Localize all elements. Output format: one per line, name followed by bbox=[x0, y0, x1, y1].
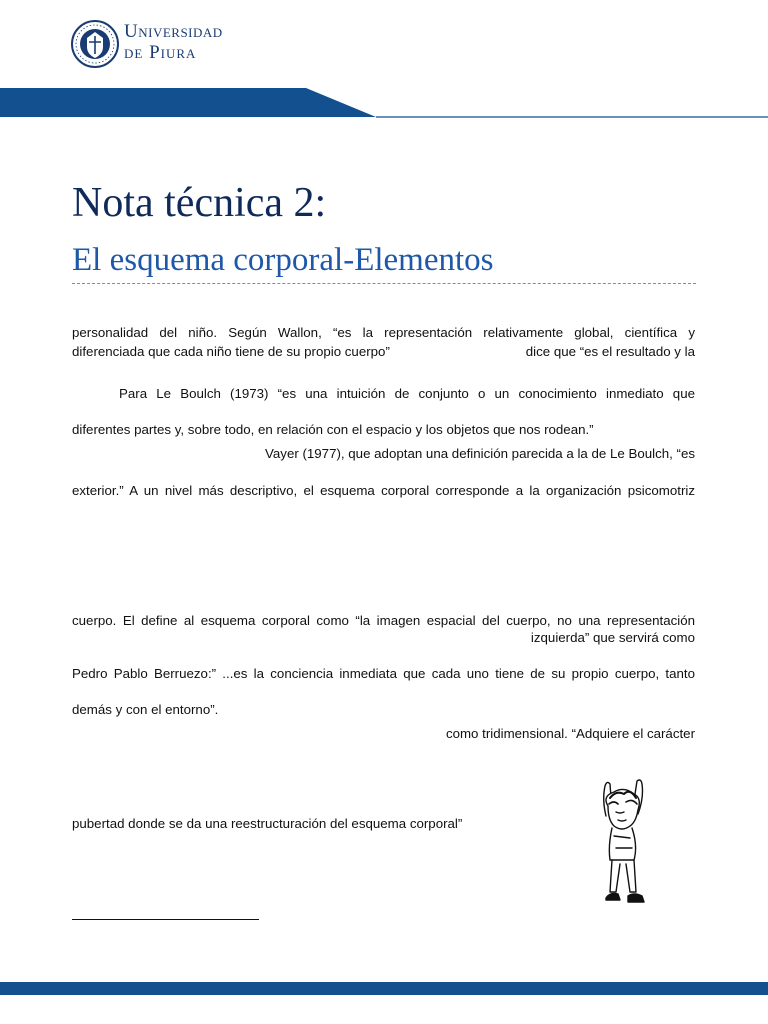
body-line: Vayer (1977), que adoptan una definición parecida a la de Le Boulch, “es bbox=[265, 446, 695, 461]
university-name bbox=[124, 22, 223, 62]
title-divider bbox=[72, 283, 696, 284]
body-line: Pedro Pablo Berruezo:” ...es la conciencia inmediata que cada uno tiene de su propio cuerpo, tanto bbox=[72, 666, 695, 681]
body-line: cuerpo. El define al esquema corporal como “la imagen espacial del cuerpo, no una representación bbox=[72, 613, 695, 628]
body-line: Para Le Boulch (1973) “es una intuición de conjunto o un conocimiento inmediato que bbox=[119, 386, 695, 401]
body-line: diferenciada que cada niño tiene de su propio cuerpo” bbox=[72, 344, 390, 359]
body-line: pubertad donde se da una reestructuración del esquema corporal” bbox=[72, 816, 463, 831]
university-name-line2: de Piura bbox=[124, 42, 197, 63]
body-line: personalidad del niño. Según Wallon, “es la representación relativamente global, científica y bbox=[72, 325, 695, 340]
child-illustration bbox=[592, 776, 656, 910]
body-line: dice que “es el resultado y la bbox=[525, 344, 695, 359]
body-line: diferentes partes y, sobre todo, en relación con el espacio y los objetos que nos rodean.” bbox=[72, 422, 594, 437]
footer-band bbox=[0, 982, 768, 995]
body-line: izquierda” que servirá como bbox=[530, 630, 695, 645]
body-line: exterior.” A un nivel más descriptivo, el esquema corporal corresponde a la organización psicomotriz bbox=[72, 483, 695, 498]
body-line: como tridimensional. “Adquiere el carácter bbox=[445, 726, 695, 741]
page-title: Nota técnica 2: bbox=[72, 180, 327, 226]
university-name-line1: Universidad bbox=[124, 21, 223, 42]
header-band bbox=[0, 88, 768, 118]
footnote-separator bbox=[72, 919, 259, 920]
page-subtitle: El esquema corporal-Elementos bbox=[72, 242, 494, 278]
body-line: demás y con el entorno”. bbox=[72, 702, 219, 717]
university-seal-logo bbox=[70, 14, 120, 74]
